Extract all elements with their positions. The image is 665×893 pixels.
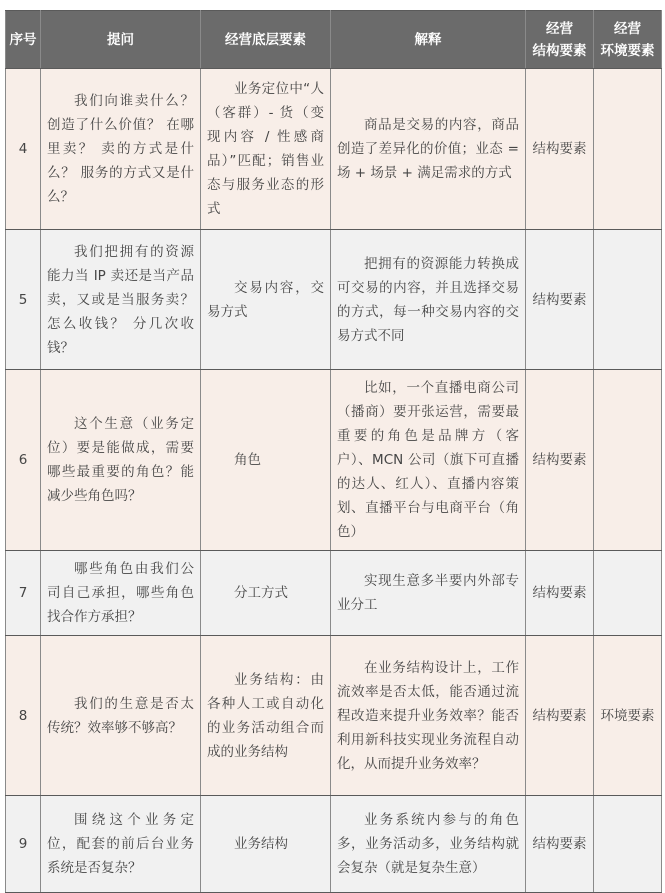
table-row xyxy=(6,796,662,893)
row-index: 8 xyxy=(6,636,41,796)
table-row xyxy=(6,370,662,551)
header-underlying-element: 经营底层要素 xyxy=(201,11,331,69)
table-row xyxy=(6,636,662,796)
row-environment-element: 环境要素 xyxy=(594,636,662,796)
row-question: 我们的生意是否太传统？效率够不够高？ xyxy=(41,636,201,796)
header-index: 序号 xyxy=(6,11,41,69)
row-structure-element: 结构要素 xyxy=(526,636,594,796)
table-row xyxy=(6,551,662,636)
table-header-row xyxy=(6,11,662,69)
row-structure-element: 结构要素 xyxy=(526,551,594,636)
row-environment-element xyxy=(594,69,662,230)
row-underlying-element: 分工方式 xyxy=(201,551,331,636)
row-structure-element: 结构要素 xyxy=(526,796,594,893)
row-explanation: 业务系统内参与的角色多，业务活动多，业务结构就会复杂（就是复杂生意） xyxy=(331,796,526,893)
business-elements-table xyxy=(5,10,662,893)
header-explanation: 解释 xyxy=(331,11,526,69)
row-underlying-element: 交易内容，交易方式 xyxy=(201,230,331,370)
row-index: 9 xyxy=(6,796,41,893)
row-question: 我们向谁卖什么？创造了什么价值？ 在哪里卖？ 卖的方式是什么？ 服务的方式又是什么？ xyxy=(41,69,201,230)
row-explanation: 实现生意多半要内外部专业分工 xyxy=(331,551,526,636)
row-index: 6 xyxy=(6,370,41,551)
header-question: 提问 xyxy=(41,11,201,69)
row-explanation: 在业务结构设计上，工作流效率是否太低，能否通过流程改造来提升业务效率？能否利用新科技实现业务流程自动化，从而提升业务效率？ xyxy=(331,636,526,796)
row-question: 我们把拥有的资源能力当 IP 卖还是当产品卖，又或是当服务卖？ 怎么收钱？ 分几次收钱？ xyxy=(41,230,201,370)
row-structure-element: 结构要素 xyxy=(526,370,594,551)
row-structure-element: 结构要素 xyxy=(526,69,594,230)
row-explanation: 把拥有的资源能力转换成可交易的内容，并且选择交易的方式，每一种交易内容的交易方式不同 xyxy=(331,230,526,370)
row-environment-element xyxy=(594,370,662,551)
row-environment-element xyxy=(594,551,662,636)
row-index: 7 xyxy=(6,551,41,636)
row-question: 围绕这个业务定位，配套的前后台业务系统是否复杂？ xyxy=(41,796,201,893)
row-question: 这个生意（业务定位）要是能做成，需要哪些最重要的角色？能减少些角色吗？ xyxy=(41,370,201,551)
row-underlying-element: 业务结构：由各种人工或自动化的业务活动组合而成的业务结构 xyxy=(201,636,331,796)
row-explanation: 商品是交易的内容，商品创造了差异化的价值；业态 = 场 + 场景 + 满足需求的方式 xyxy=(331,69,526,230)
row-explanation: 比如，一个直播电商公司（播商）要开张运营，需要最重要的角色是品牌方（客户）、MCN 公司（旗下可直播的达人、红人）、直播内容策划、直播平台与电商平台（角色） xyxy=(331,370,526,551)
row-question: 哪些角色由我们公司自己承担，哪些角色找合作方承担？ xyxy=(41,551,201,636)
header-structure-element: 经营 结构要素 xyxy=(526,11,594,69)
row-environment-element xyxy=(594,796,662,893)
row-underlying-element: 业务定位中“人（客群）- 货（变现内容 / 性感商品）”匹配；销售业态与服务业态的形式 xyxy=(201,69,331,230)
row-index: 5 xyxy=(6,230,41,370)
table-row xyxy=(6,69,662,230)
header-environment-element: 经营 环境要素 xyxy=(594,11,662,69)
row-underlying-element: 角色 xyxy=(201,370,331,551)
row-structure-element: 结构要素 xyxy=(526,230,594,370)
table-row xyxy=(6,230,662,370)
row-environment-element xyxy=(594,230,662,370)
row-underlying-element: 业务结构 xyxy=(201,796,331,893)
row-index: 4 xyxy=(6,69,41,230)
